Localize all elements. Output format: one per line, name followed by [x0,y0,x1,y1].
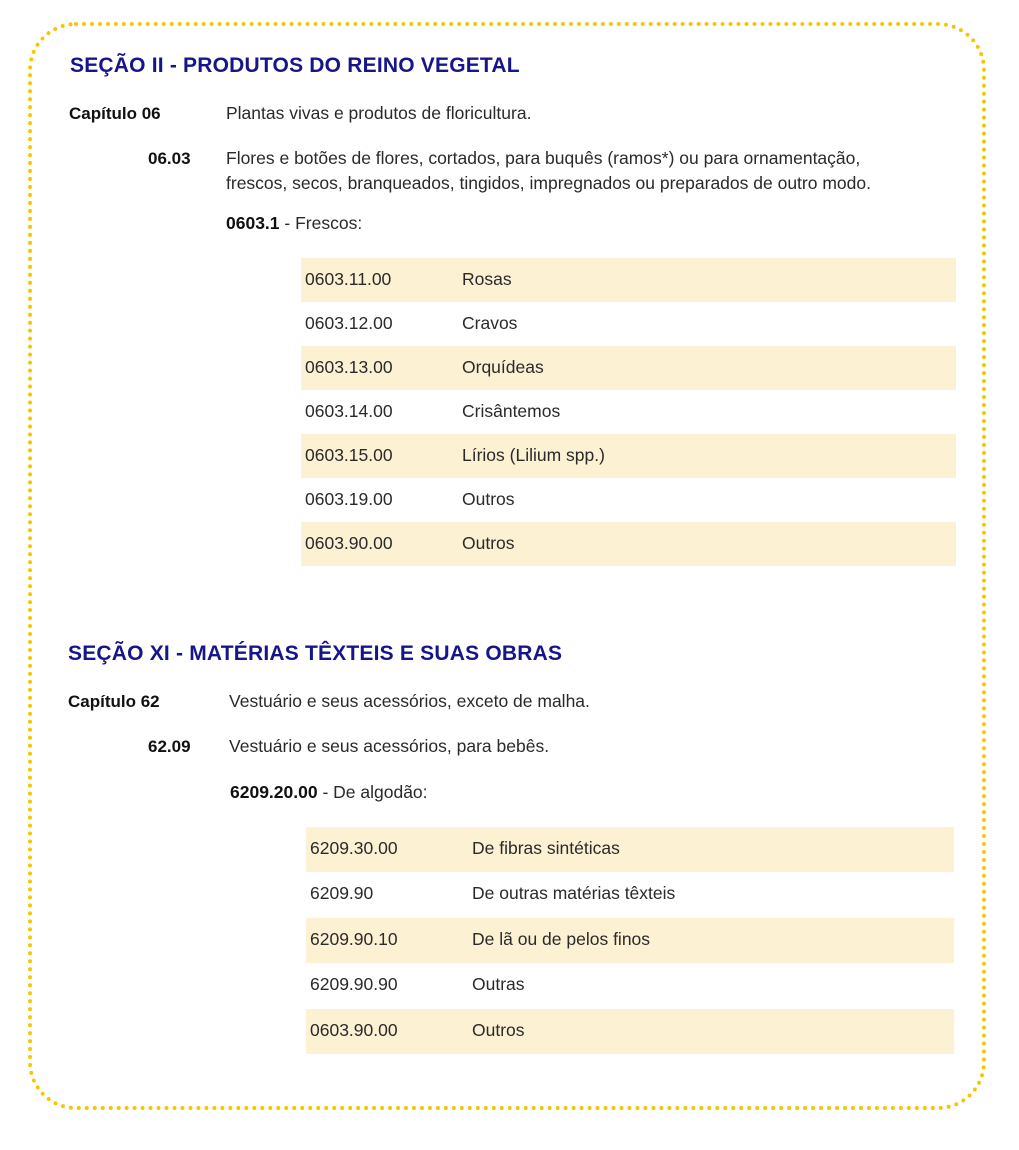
row-code: 6209.90 [310,883,374,903]
row-code: 6209.90.90 [310,974,398,994]
table-row [306,872,954,918]
table-row [301,434,956,478]
row-code: 0603.11.00 [305,269,392,289]
section-title: SEÇÃO XI - MATÉRIAS TÊXTEIS E SUAS OBRAS [68,642,563,665]
row-description: Outras [472,974,525,994]
row-code: 0603.12.00 [305,313,393,333]
row-code: 6209.30.00 [310,838,398,858]
table-row [301,302,956,346]
row-code: 0603.90.00 [310,1020,398,1040]
subheading-text: - Frescos: [279,213,363,233]
tariff-table [306,827,954,1054]
row-code: 0603.90.00 [305,533,393,553]
row-description: De outras matérias têxteis [472,883,676,903]
subheading-code: 0603.1 [226,213,280,233]
row-description: Outros [472,1020,525,1040]
row-description: De lã ou de pelos finos [472,929,651,949]
table-row [301,390,956,434]
row-description: Orquídeas [462,357,544,377]
row-code: 0603.15.00 [305,445,393,465]
row-description: De fibras sintéticas [472,838,620,858]
table-row [301,346,956,390]
heading-code: 06.03 [148,149,191,168]
table-row [306,963,954,1009]
chapter-label: Capítulo 06 [69,104,161,123]
row-description: Outros [462,533,515,553]
table-row [306,1009,954,1054]
chapter-label: Capítulo 62 [68,692,160,711]
row-code: 6209.90.10 [310,929,398,949]
row-description: Crisântemos [462,401,561,421]
heading-line: frescos, secos, branqueados, tingidos, impregnados ou preparados de outro modo. [226,173,871,193]
heading-description [226,146,871,196]
subheading [226,213,362,234]
chapter-description: Plantas vivas e produtos de floricultura. [226,103,532,123]
table-row [301,478,956,522]
tariff-table [301,258,956,566]
subheading-text: - De algodão: [317,782,428,802]
section-title: SEÇÃO II - PRODUTOS DO REINO VEGETAL [70,54,520,77]
row-code: 0603.14.00 [305,401,393,421]
table-row [301,522,956,566]
chapter-description: Vestuário e seus acessórios, exceto de malha. [229,691,590,711]
subheading [230,782,428,803]
row-code: 0603.13.00 [305,357,393,377]
table-row [301,258,956,302]
subheading-code: 6209.20.00 [230,782,318,802]
table-row [306,827,954,872]
row-description: Cravos [462,313,518,333]
row-description: Outros [462,489,515,509]
row-description: Lírios (Lilium spp.) [462,445,605,465]
table-row [306,918,954,963]
heading-code: 62.09 [148,737,191,756]
heading-line: Flores e botões de flores, cortados, para buquês (ramos*) ou para ornamentação, [226,148,861,168]
heading-description: Vestuário e seus acessórios, para bebês. [229,736,550,756]
row-code: 0603.19.00 [305,489,393,509]
row-description: Rosas [462,269,512,289]
